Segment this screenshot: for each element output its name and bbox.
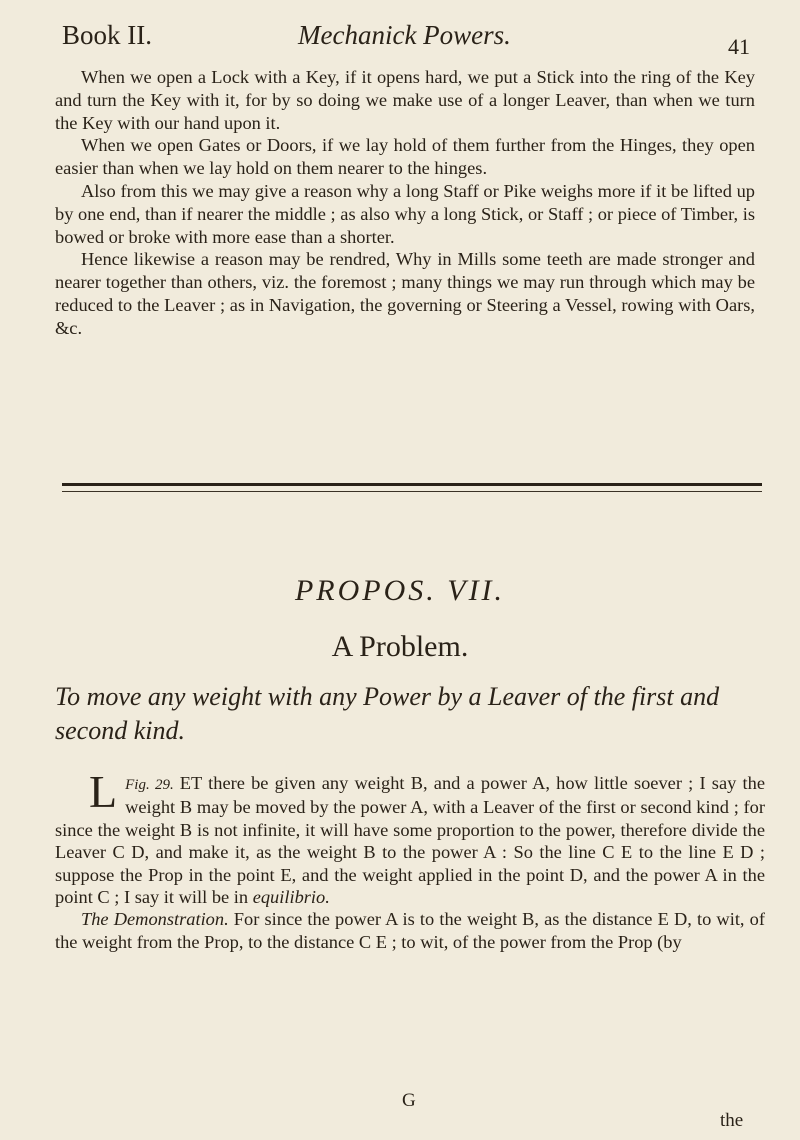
proof-part-one: ET there be given any weight B, and a power A, how little soever ; I say the weight B may be moved by the power A, with a Leaver of the first or second kind ; for since the weight B is not infinite, it will have some proportion to the power, therefore divide the Leaver C D, and make it, as the weight B to the power A : So the line C E to the line E D ; suppose the Prop in the point E, and the weight applied in the point D, and the power A in the point C ; I say it will be in	[55, 773, 765, 908]
paragraph-mills: Hence likewise a reason may be rendred, Why in Mills some teeth are made stronger and nearer together than others, viz. the foremost ; many things we may run through which may be reduced to the Leaver ; as in Navigation, the governing or Steering a Vessel, rowing with Oars, &c.	[55, 249, 755, 338]
paragraph-gates-doors: When we open Gates or Doors, if we lay hold of them further from the Hinges, they open easier than when we lay hold on them nearer to the hinges.	[55, 135, 755, 179]
equilibrio-term: equilibrio.	[252, 887, 330, 908]
body-text	[55, 66, 755, 340]
section-title: Mechanick Powers.	[298, 20, 511, 50]
proposition-heading: PROPOS. VII.	[294, 574, 506, 607]
signature-mark: G	[402, 1090, 416, 1111]
drop-cap: L	[89, 766, 118, 817]
figure-reference: Fig. 29.	[125, 777, 174, 793]
section-divider	[62, 483, 762, 492]
paragraph-lock-key: When we open a Lock with a Key, if it opens hard, we put a Stick into the ring of the Key and turn the Key with it, for by so doing we make use of a longer Leaver, than when we turn the Key with our hand upon it.	[55, 67, 755, 133]
page-number: 41	[728, 34, 750, 59]
problem-statement: To move any weight with any Power by a Leaver of the first and second kind.	[55, 682, 720, 745]
running-head	[62, 8, 750, 68]
proof-text	[55, 766, 765, 953]
problem-subheading: A Problem.	[331, 630, 469, 663]
catchword: the	[720, 1110, 744, 1131]
demonstration-label: The Demonstration.	[81, 909, 229, 930]
paragraph-staff-pike: Also from this we may give a reason why a long Staff or Pike weighs more if it be lifted up by one end, than if nearer the middle ; as also why a long Stick, or Staff ; or piece of Timber, is bowed or broke with more ease than a shorter.	[55, 180, 755, 247]
proof-part-two: For since the power A is to the weight B, as the distance E D, to wit, of the weight from the Prop, to the distance C E ; to wit, of the power from the Prop (by	[55, 909, 765, 952]
book-number: Book II.	[62, 20, 152, 50]
